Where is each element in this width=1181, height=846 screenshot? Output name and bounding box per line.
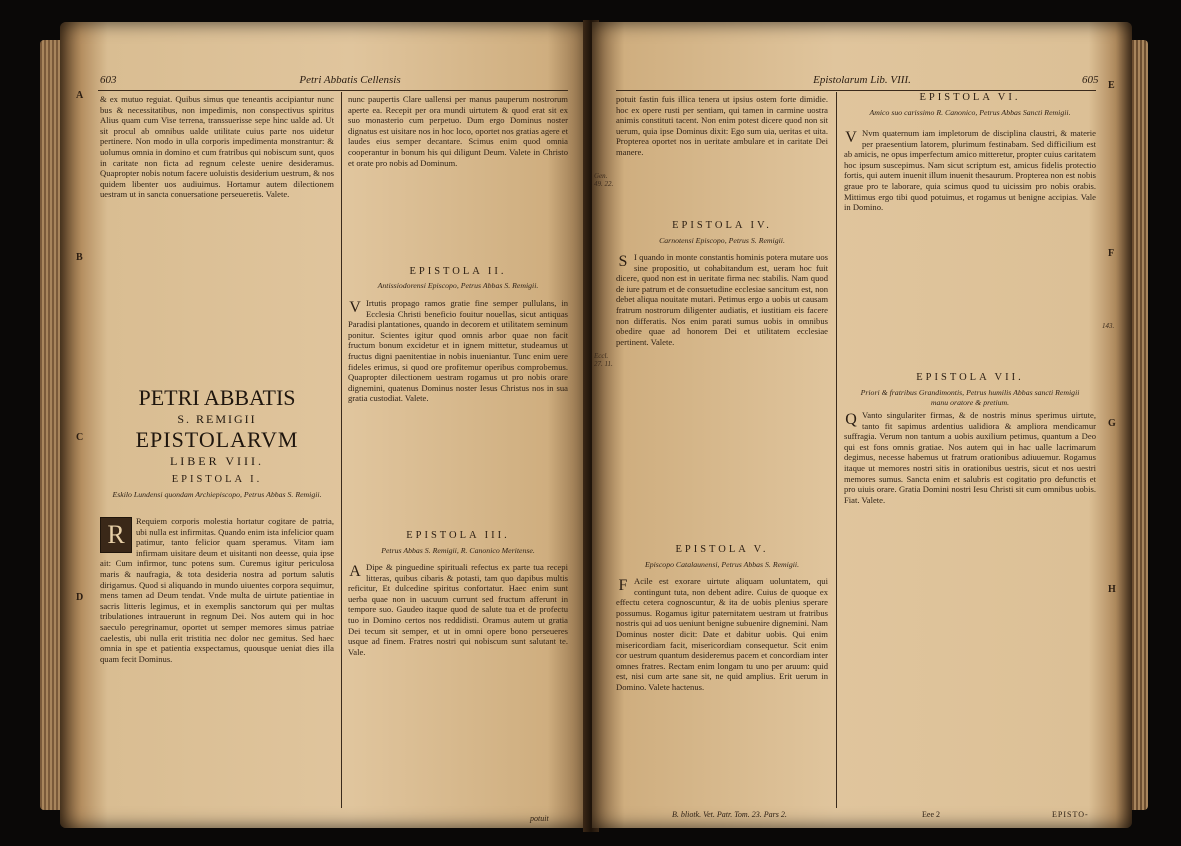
margin-letter-g: G bbox=[1108, 418, 1116, 429]
epistola-4-subtitle: Carnotensi Episcopo, Petrus S. Remigii. bbox=[659, 236, 785, 245]
right-catchword: EPISTO- bbox=[1052, 810, 1089, 819]
right-column-divider bbox=[836, 92, 837, 808]
left-running-head: Petri Abbatis Cellensis bbox=[299, 74, 401, 86]
epistola-6-body bbox=[844, 128, 1096, 368]
epistola-1-heading: EPISTOLA I. bbox=[171, 474, 263, 485]
right-col1-intro: potuit fastin fuis illica tenera ut ipsius ostem forte dimidie. hoc ex opere rusti per sentiam, qui tamen in carmine uostra animis constituti tacent. Non enim potest dicere quod non sit uerum, quia ipse Dominus dixit: Ego sum uia, ueritas et uita. Propterea oportet nos in ueritate ambulare et in caritate Dei manere. bbox=[616, 94, 828, 157]
left-catchword: potuit bbox=[530, 814, 549, 823]
epistola-3-subtitle: Petrus Abbas S. Remigii, R. Canonico Meritense. bbox=[381, 546, 535, 555]
epistola-6-text: Nvm quaternum iam impletorum de disciplina claustri, & materie per praesentium latorem, plurimum festinabam. Sed difficilium est ab amicis, ne opus imperfectum amico mitteretur, propter cuius caritatem hoc ipsum suscepimus. Nam sicut scriptum est, amicus fidelis protectio fortis, qui autem inuenit illum inuenit thesaurum. Propterea non est nobis graue pro te laborare, quia scimus quod tu uicissim pro nobis orabis. Mittimus ergo tibi quod potuimus, et rogamus ut benigne accipias. Vale in Domino. bbox=[844, 128, 1096, 213]
epistola-1-body bbox=[100, 516, 334, 810]
book-title-line3: EPISTOLARVM bbox=[135, 427, 299, 452]
right-page-number: 605 bbox=[1082, 74, 1099, 86]
left-column-divider bbox=[341, 92, 342, 808]
epistola-3-body bbox=[348, 562, 568, 802]
epistola-5-subtitle: Episcopo Catalaunensi, Petrus Abbas S. Remigii. bbox=[644, 560, 800, 569]
epistola-2-heading: EPISTOLA II. bbox=[409, 266, 507, 277]
epistola-3-text: Dipe & pinguedine spirituali refectus ex parte tua recepi litteras, quibus cibaris & potasti, tam quo dapibus multis reficitur, Et dulcedine spiritus confortatur. Haec enim sunt uerba quae non in uacuum currunt sed fructum afferunt in tempore suo. Gaudeo itaque quod de salute tua et de profectu tuo in Domino certos nos reddidisti. Oramus autem ut gratia Dei tecum sit semper, et ut in omni opere bono perseueres usque ad finem. Fratres nostri qui nobiscum sunt salutant te. Vale. bbox=[348, 562, 568, 657]
epistola-5-body bbox=[616, 576, 828, 796]
margin-letter-f: F bbox=[1108, 248, 1115, 259]
epistola-1-subtitle: Eskilo Lundensi quondam Archiepiscopo, Petrus Abbas S. Remigii. bbox=[112, 490, 322, 499]
left-col2-intro: nunc paupertis Clare uallensi per manus pauperum nostrorum aperte ea. Recepit per ora mundi uirtutem & quod erat sit ex suo monasterio cum perpetuo. Dum ergo Dominus noster dignatus est uisitare nos in hoc loco, oportet nos gratias agere et laudes eius semper decantare. Scimus enim quod omnia cooperantur in bonum his qui diligunt Deum. Valete in Christo et orate pro nobis ad Dominum. bbox=[348, 94, 568, 168]
right-page bbox=[592, 22, 1132, 828]
epistola-7-heading: EPISTOLA VII. bbox=[916, 372, 1024, 383]
epistola-4-dropcap: S bbox=[618, 253, 628, 270]
epistola-1-text: Requiem corporis molestia hortatur cogitare de patria, ubi nulla est infirmitas. Quando enim ista infelicior quam patimur, tanto felicior quam speramus. Vitam iam infirmam uisitare deum et uisitanti non deesse, quia ipse ait: Cum infirmor, tunc potens sum. Curemus igitur periculosa maris & naufragia, & tota desideria nostra ad portum salutis dirigamus. Quod si aliquando in mundo uiuentes corpora sequimur, mens tamen ad Deum tendat. Vnde multa de uirtute patientiae in sacris litteris legimus, et in exemplis sanctorum qui per multas tribulationes intrauerunt in regnum Dei. Nos autem qui in hoc saeculo peregrinamur, oportet ut semper memores simus patriae caelestis, ubi nulla erit tristitia nec dolor nec gemitus. Sed haec omnia in spe et patientia exspectamus, quousque ueniat dies illa quam fecit Dominus. bbox=[100, 516, 334, 664]
margin-letter-c: C bbox=[76, 432, 84, 443]
epistola-2-body bbox=[348, 298, 568, 522]
epistola-2-subtitle: Antissiodorensi Episcopo, Petrus Abbas S. Remigii. bbox=[377, 281, 539, 290]
epistola-4-heading: EPISTOLA IV. bbox=[672, 220, 772, 231]
right-footer-note: B. bliotk. Vet. Patr. Tom. 23. Pars 2. bbox=[672, 810, 787, 819]
epistola-7-body bbox=[844, 410, 1096, 740]
epistola-4-text: I quando in monte constantis hominis potera mutare uos sine propositio, ut cohabitandum est, ueram hoc fuit dicere, quod non est in ueritate firma nec stabilis. Nam quod de iure patrum et de consuetudine ecclesiae sancitum est, non debet aliqua nouitate mutari. Petimus ergo a uobis ut causam fratrum nostrorum diligenter audiatis, et iustitiam eis facere non differatis. Nos enim parati sumus uobis in omnibus obedire quae ad honorem Dei et utilitatem ecclesiae pertinent. Valete. bbox=[616, 252, 828, 347]
book-title-line4: LIBER VIII. bbox=[169, 454, 265, 468]
left-col1-intro: & ex mutuo reguiat. Quibus simus que teneantis accipiantur nunc bus & necessitatibus, non impedimis, non conspectivus spiritus Alius quam cum Vise terrena, transsuerisse sepe hinc ualde ad. Ut sit procul ab omnibus ualde utilitate cuius parte nos uidetur pertinere. Non modo in ulla corporis impedimenta monstrantur: & uolumus omnia in domino et cum fratribus qui nobiscum sunt, quos in caritate non ficta ad regnum celeste uenire desideramus. Quapropter nobis notum facere uoluistis desiderium uestrum, & nos quidem libenter uos audiuimus. Hortamur autem dilectionem uestram ut in sancta conuersatione perseueretis. Valete. bbox=[100, 94, 334, 200]
left-page-number: 603 bbox=[100, 74, 117, 86]
margin-note-eccl: Eccl. 27. 11. bbox=[594, 352, 613, 368]
right-signature-mark: Eee 2 bbox=[922, 810, 940, 819]
epistola-2-text: Irtutis propago ramos gratie fine semper pullulans, in Ecclesia Christi beneficio fouitur nouellas, sicut antiquas Paradisi plantationes, quando in decorem et utilitatem seminum ponitur. Scientes igitur quod omnis arbor quae non facit fructum bonum excidetur et in ignem mittetur, studeamus ut fructus digni paenitentiae in nobis inueniantur. Tunc enim uere fideles erimus, si quod ore profitemur operibus comprobemus. Quapropter dilectionem uestram rogamus ut pro nobis orare dignemini, quatenus Dominus noster Iesus Christus nos in sua gratia custodiat. Valete. bbox=[348, 298, 568, 404]
epistola-3-heading: EPISTOLA III. bbox=[406, 530, 510, 541]
epistola-7-text: Vanto singulariter firmas, & de nostris minus sperimus uirtute, tanto fit sapimus ardentius ualidiora & ampliora mendicamur suffragia. Verum non tantum a uobis auxilium petimus, quantum a Deo qui est fons omnis gratiae. Nos autem qui in hac ualle lacrimarum degimus, necesse habemus ut fratrum orationibus adiuuemur. Rogamus itaque ut memores nostri sitis in orationibus uestris, sicut et nos uestri memores sumus. Sancta enim et salubris est cogitatio pro defunctis et pro uiuis orare. Gratia Domini nostri Iesu Christi sit cum omnibus uobis. Fiat. Valete. bbox=[844, 410, 1096, 505]
margin-letter-h: H bbox=[1108, 584, 1116, 595]
left-header-rule bbox=[98, 90, 568, 91]
epistola-5-heading: EPISTOLA V. bbox=[675, 544, 769, 555]
epistola-6-heading: EPISTOLA VI. bbox=[919, 92, 1021, 103]
margin-letter-b: B bbox=[76, 252, 83, 263]
epistola-6-subtitle: Amico suo carissimo R. Canonico, Petrus Abbas Sancti Remigii. bbox=[869, 108, 1071, 117]
epistola-7-dropcap: Q bbox=[845, 411, 857, 428]
margin-note-gen: Gen. 49. 22. bbox=[594, 172, 614, 188]
right-running-head: Epistolarum Lib. VIII. bbox=[813, 74, 911, 86]
book-title-line2: S. REMIGII bbox=[177, 412, 257, 426]
margin-note-number: 143. bbox=[1102, 322, 1115, 330]
epistola-4-body bbox=[616, 252, 828, 532]
left-page bbox=[60, 22, 590, 828]
margin-letter-e: E bbox=[1108, 80, 1115, 91]
epistola-7-subtitle: Priori & fratribus Grandimontis, Petrus humilis Abbas sancti Remigii manu oratore & pretium. bbox=[860, 388, 1080, 407]
epistola-2-dropcap: V bbox=[349, 299, 361, 316]
book-title-line1: PETRI ABBATIS bbox=[138, 385, 296, 410]
right-header-rule bbox=[616, 90, 1096, 91]
epistola-5-text: Acile est exorare uirtute aliquam uoluntatem, qui contingunt tuta, non debent adire. Cuius de quoque ex effectu cetera cognoscuntur, & ita de uobis plenius sperare possumus. Rogamus igitur paternitatem uestram ut fratribus nostris qui ad uos ueniunt benigne subuenire dignemini. Nam Dominus noster dicit: Date et dabitur uobis. Qui enim misericordiam facit, misericordiam consequetur. Scit enim cor uestrum quantum desideremus pacem et concordiam inter omnes fratres. Rectam enim longam tu uno per aruum: quid est, nisi cum arte sane sit, ne quid amplius. Erit uerum in Domino. Valete hactenus. bbox=[616, 576, 828, 692]
margin-letter-d: D bbox=[76, 592, 84, 603]
epistola-5-dropcap: F bbox=[618, 577, 628, 594]
epistola-6-dropcap: V bbox=[845, 129, 857, 146]
epistola-1-dropcap: R bbox=[100, 517, 132, 553]
margin-letter-a: A bbox=[76, 90, 84, 101]
epistola-3-dropcap: A bbox=[349, 563, 361, 580]
